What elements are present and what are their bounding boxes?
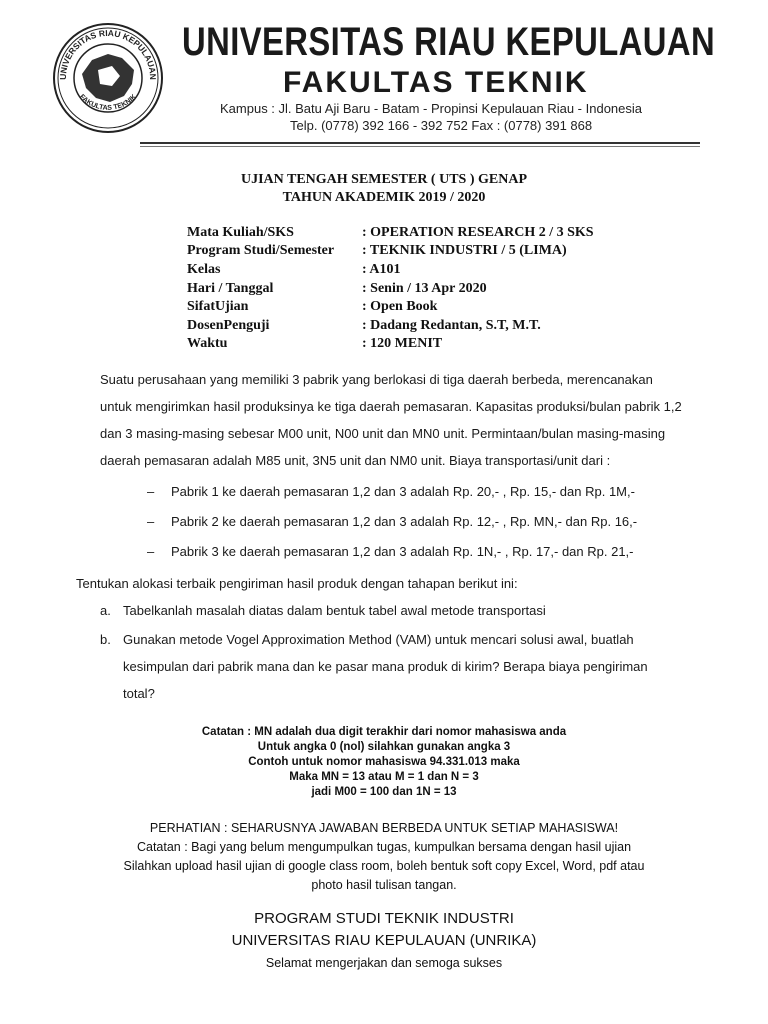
task-b-text: total? [123,686,155,701]
university-name: UNIVERSITAS RIAU KEPULAUAN [182,20,716,64]
university-logo [52,22,164,134]
cost-item: Pabrik 3 ke daerah pemasaran 1,2 dan 3 adalah Rp. 1N,- , Rp. 17,- dan Rp. 21,- [171,544,634,559]
problem-text: Suatu perusahaan yang memiliki 3 pabrik yang berlokasi di tiga daerah berbeda, merencanakan [100,372,653,387]
info-value: : OPERATION RESEARCH 2 / 3 SKS [362,225,594,240]
info-value: : A101 [362,262,401,277]
info-value: : 120 MENIT [362,336,443,351]
svg-text:UNIVERSITAS RIAU KEPULAUAN: UNIVERSITAS RIAU KEPULAUAN [57,27,159,80]
info-label: Program Studi/Semester [187,243,335,258]
task-marker: b. [100,632,111,647]
campus-address: Kampus : Jl. Batu Aji Baru - Batam - Propinsi Kepulauan Riau - Indonesia [220,101,642,116]
bullet-dash: – [147,544,155,559]
exam-title: UJIAN TENGAH SEMESTER ( UTS ) GENAP [240,172,527,187]
note-line: Maka MN = 13 atau M = 1 dan N = 3 [289,771,479,783]
header-divider-thin [140,146,700,147]
footer-university: UNIVERSITAS RIAU KEPULAUAN (UNRIKA) [231,932,537,949]
note-line: Catatan : MN adalah dua digit terakhir dari nomor mahasiswa anda [201,726,567,738]
note-line: Untuk angka 0 (nol) silahkan gunakan angka 3 [257,741,511,753]
info-label: Waktu [187,336,228,351]
info-value: : Dadang Redantan, S.T, M.T. [362,318,541,333]
info-label: Kelas [187,262,221,277]
info-value: : Senin / 13 Apr 2020 [362,281,487,296]
cost-item: Pabrik 2 ke daerah pemasaran 1,2 dan 3 adalah Rp. 12,- , Rp. MN,- dan Rp. 16,- [171,514,638,529]
cost-item: Pabrik 1 ke daerah pemasaran 1,2 dan 3 adalah Rp. 20,- , Rp. 15,- dan Rp. 1M,- [171,484,635,499]
contact-phone: Telp. (0778) 392 166 - 392 752 Fax : (0778) 391 868 [290,118,593,133]
task-b-text: kesimpulan dari pabrik mana dan ke pasar mana produk di kirim? Berapa biaya pengiriman [123,659,648,674]
faculty-name: FAKULTAS TEKNIK [283,66,589,99]
info-label: SifatUjian [187,299,249,314]
attention-line: Catatan : Bagi yang belum mengumpulkan tugas, kumpulkan bersama dengan hasil ujian [136,840,632,854]
academic-year: TAHUN AKADEMIK 2019 / 2020 [282,190,486,205]
attention-line: PERHATIAN : SEHARUSNYA JAWABAN BERBEDA UNTUK SETIAP MAHASISWA! [149,821,619,835]
task-a-text: Tabelkanlah masalah diatas dalam bentuk tabel awal metode transportasi [123,603,546,618]
info-label: Hari / Tanggal [187,281,274,296]
footer-program: PROGRAM STUDI TEKNIK INDUSTRI [254,910,514,927]
task-marker: a. [100,603,111,618]
info-label: Mata Kuliah/SKS [187,225,294,240]
attention-line: Silahkan upload hasil ujian di google class room, boleh bentuk soft copy Excel, Word, pdf atau [123,859,645,873]
info-value: : TEKNIK INDUSTRI / 5 (LIMA) [362,243,567,258]
instruction-text: Tentukan alokasi terbaik pengiriman hasil produk dengan tahapan berikut ini: [76,576,518,591]
problem-text: dan 3 masing-masing sebesar M00 unit, N00 unit dan MN0 unit. Permintaan/bulan masing-masing [100,426,666,441]
task-b-text: Gunakan metode Vogel Approximation Method (VAM) untuk mencari solusi awal, buatlah [123,632,634,647]
svg-text:FAKULTAS TEKNIK: FAKULTAS TEKNIK [77,93,139,112]
footer-greeting: Selamat mengerjakan dan semoga sukses [265,956,503,970]
problem-text: untuk mengirimkan hasil produksinya ke tiga daerah pemasaran. Kapasitas produksi/bulan pabrik 1,2 [100,399,682,414]
note-line: Contoh untuk nomor mahasiswa 94.331.013 maka [248,756,520,768]
bullet-dash: – [147,514,155,529]
attention-line: photo hasil tulisan tangan. [311,878,457,892]
note-line: jadi M00 = 100 dan 1N = 13 [311,786,457,798]
header-divider [140,142,700,144]
info-value: : Open Book [362,299,438,314]
bullet-dash: – [147,484,155,499]
info-label: DosenPenguji [187,318,270,333]
problem-text: daerah pemasaran adalah M85 unit, 3N5 unit dan NM0 unit. Biaya transportasi/unit dari : [100,453,611,468]
